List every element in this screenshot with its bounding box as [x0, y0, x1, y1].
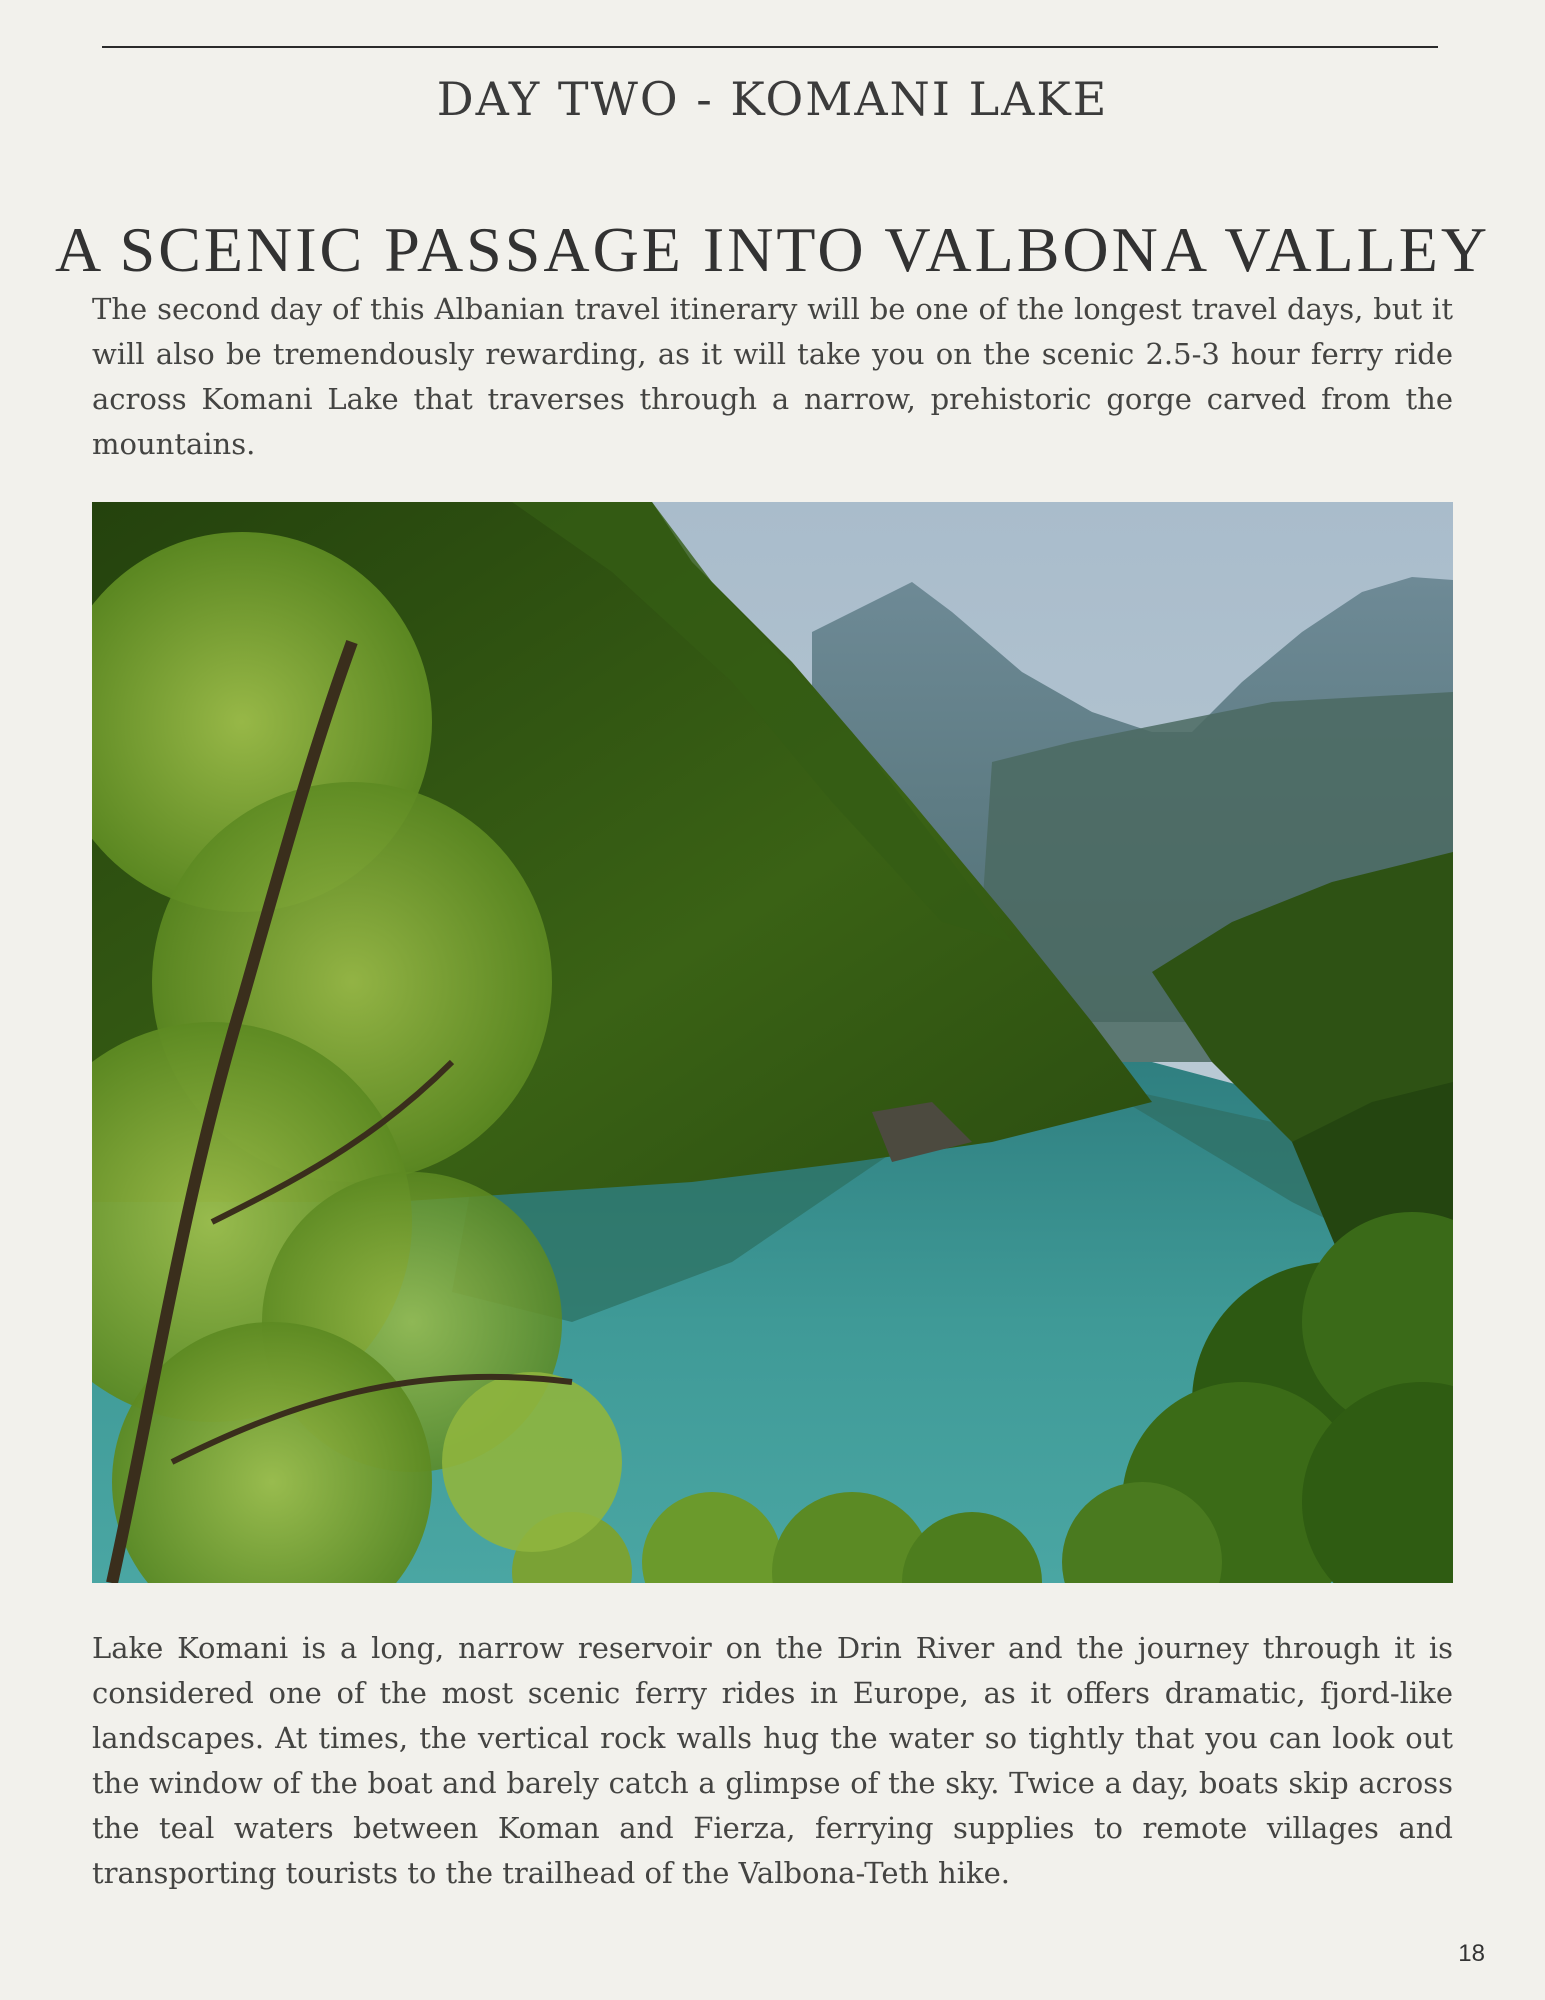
intro-paragraph: The second day of this Albanian travel itinerary will be one of the longest travel days, but it will also be tremendously rewarding, as it will take you on the scenic 2.5-3 hour ferry ride across Komani Lake that traverses through a narrow, prehistoric gorge carved from the mountains. — [92, 292, 1453, 461]
komani-lake-photo — [92, 502, 1453, 1583]
landscape-illustration — [92, 502, 1453, 1583]
top-divider-rule — [102, 46, 1438, 48]
body-paragraph: Lake Komani is a long, narrow reservoir on the Drin River and the journey through it is considered one of the most scenic ferry rides in Europe, as it offers dramatic, fjord-like landscapes. At times, the vertical rock walls hug the water so tightly that you can look out the window of the boat and barely catch a glimpse of the sky. Twice a day, boats skip across the teal waters between Koman and Fierza, ferrying supplies to remote villages and transporting tourists to the trailhead of the Valbona-Teth hike. — [92, 1631, 1453, 1890]
page-headline: A SCENIC PASSAGE INTO VALBONA VALLEY — [54, 213, 1491, 285]
section-label: DAY TWO - KOMANI LAKE — [436, 72, 1109, 126]
page-number: 18 — [1458, 1940, 1485, 1967]
